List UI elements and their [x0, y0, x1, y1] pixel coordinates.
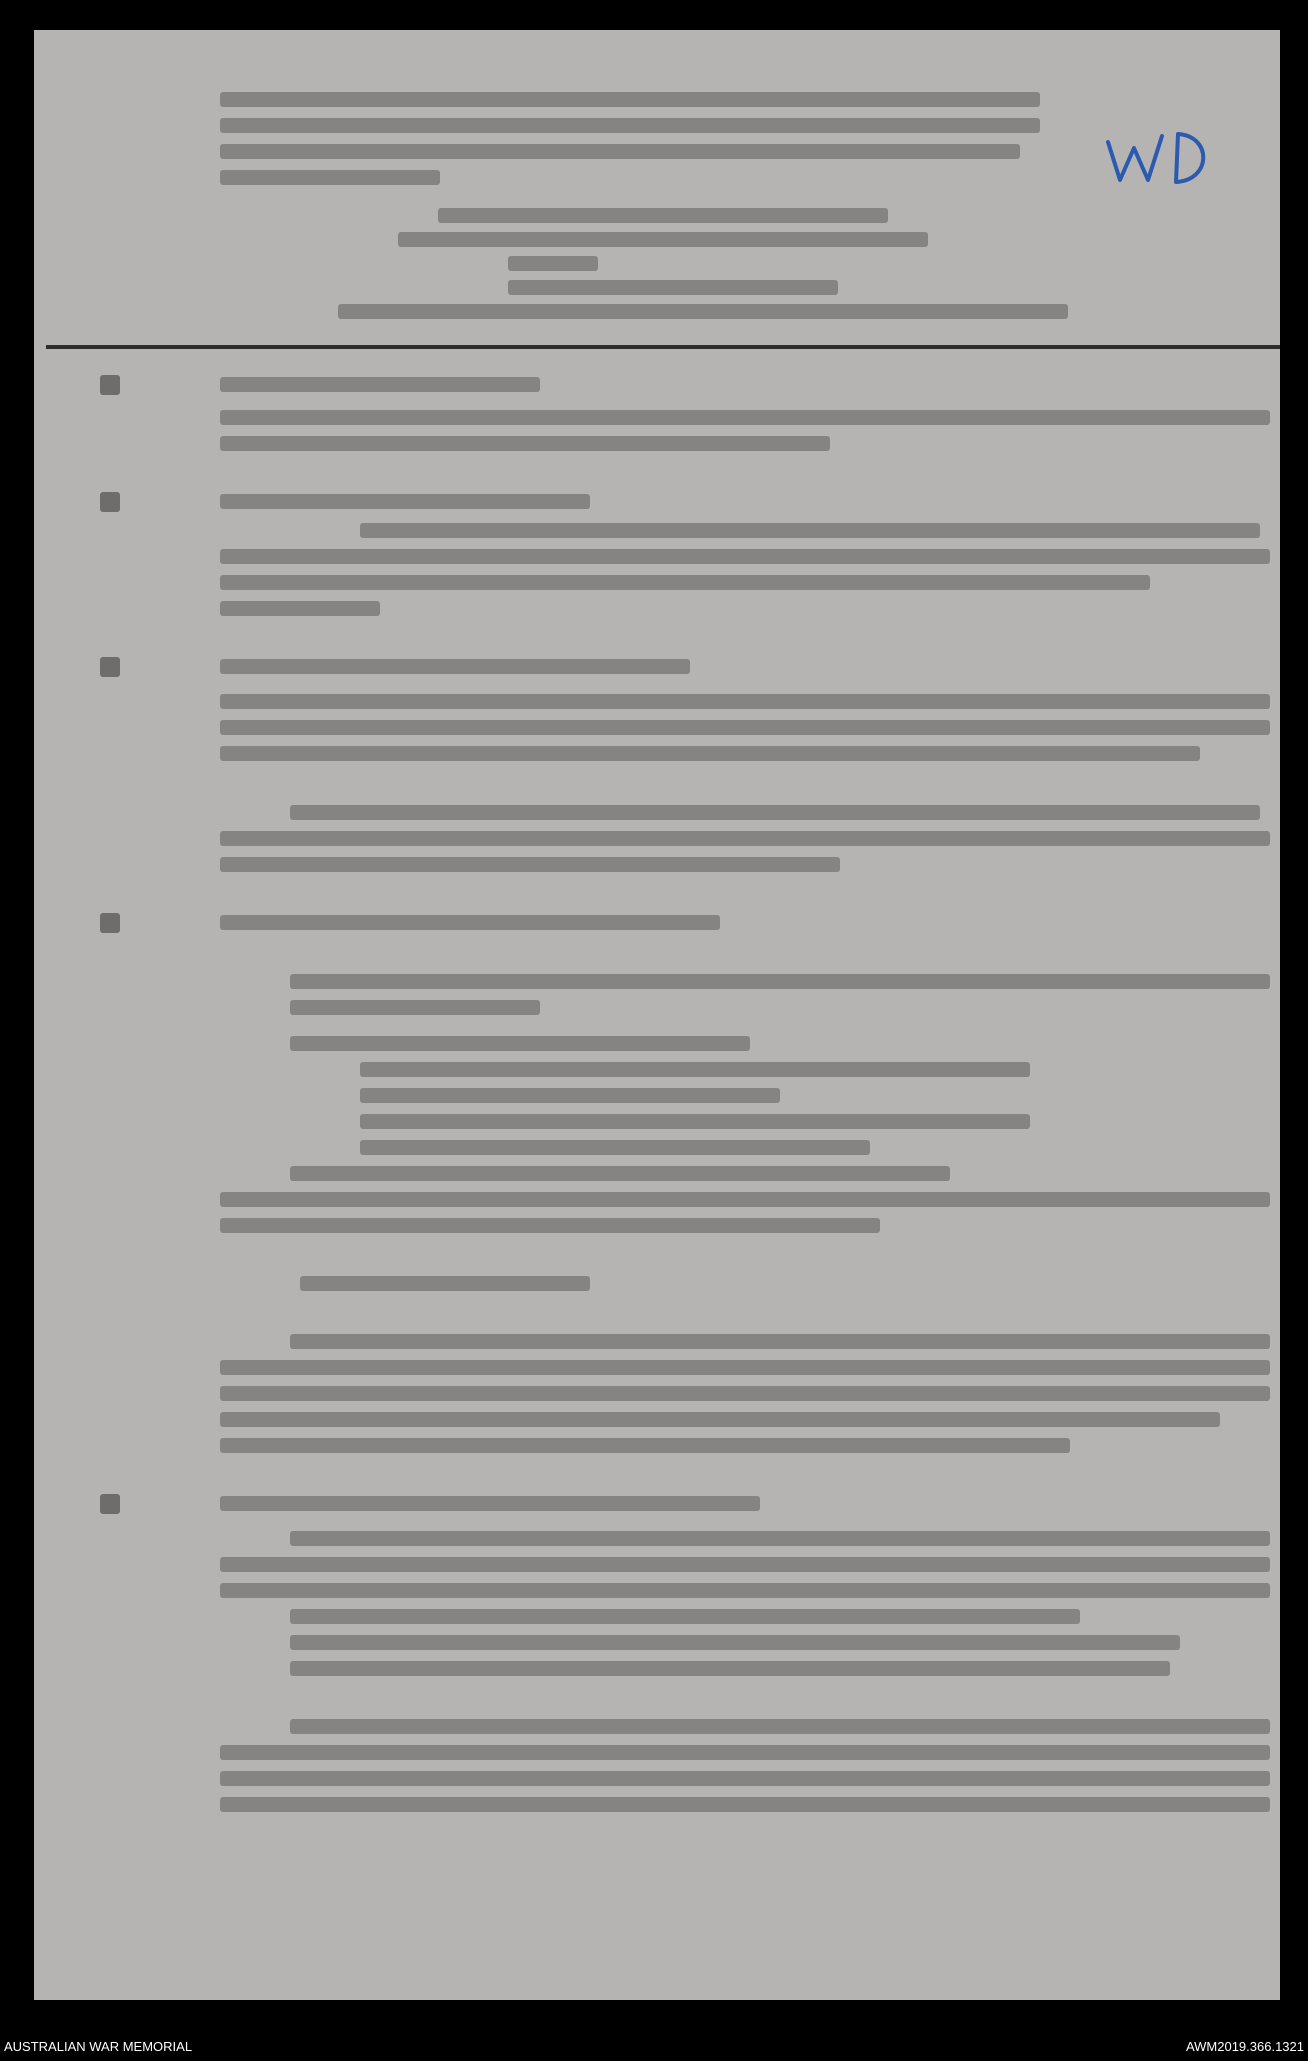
typed-line	[220, 659, 690, 674]
typed-line	[220, 1386, 1270, 1401]
paragraph-number	[100, 375, 120, 395]
typed-line	[220, 170, 440, 185]
typed-line	[360, 523, 1260, 538]
typed-line	[220, 1360, 1270, 1375]
typed-line	[398, 232, 928, 247]
typed-line	[290, 1661, 1170, 1676]
typed-line	[220, 1557, 1270, 1572]
paragraph-number	[100, 1494, 120, 1514]
typed-line	[508, 256, 598, 271]
paragraph-number	[100, 492, 120, 512]
horizontal-rule	[46, 345, 1280, 349]
typed-line	[220, 915, 720, 930]
catalogue-number: AWM2019.366.1321	[1185, 2039, 1304, 2054]
typed-line	[290, 805, 1260, 820]
typed-line	[220, 144, 1020, 159]
typed-line	[360, 1088, 780, 1103]
typed-line	[220, 1496, 760, 1511]
typed-line	[220, 377, 540, 392]
typed-line	[290, 1036, 750, 1051]
typed-line	[220, 1583, 1270, 1598]
typed-line	[290, 1531, 1270, 1546]
typed-line	[220, 436, 830, 451]
typed-line	[220, 1192, 1270, 1207]
typed-line	[290, 1166, 950, 1181]
typed-line	[220, 1218, 880, 1233]
typed-line	[220, 746, 1200, 761]
typed-line	[220, 601, 380, 616]
typed-line	[438, 208, 888, 223]
typed-line	[220, 1797, 1270, 1812]
handwritten-wd-annotation	[1104, 122, 1214, 192]
typed-line	[290, 974, 1270, 989]
typed-line	[220, 1412, 1220, 1427]
typed-line	[508, 280, 838, 295]
typed-line	[290, 1609, 1080, 1624]
typed-line	[220, 494, 590, 509]
archive-credit: AUSTRALIAN WAR MEMORIAL	[4, 2039, 193, 2054]
typed-line	[300, 1276, 590, 1291]
typed-line	[220, 1745, 1270, 1760]
typed-line	[290, 1635, 1180, 1650]
typed-line	[220, 694, 1270, 709]
typed-line	[220, 575, 1150, 590]
paragraph-number	[100, 913, 120, 933]
typed-line	[220, 92, 1040, 107]
typed-line	[338, 304, 1068, 319]
typed-line	[220, 720, 1270, 735]
typed-line	[290, 1334, 1270, 1349]
typed-line	[220, 1438, 1070, 1453]
document-page	[34, 30, 1280, 2000]
typed-line	[220, 1771, 1270, 1786]
typed-line	[360, 1062, 1030, 1077]
paragraph-number	[100, 657, 120, 677]
typed-line	[290, 1000, 540, 1015]
typed-line	[220, 549, 1270, 564]
typed-line	[360, 1140, 870, 1155]
typed-line	[220, 410, 1270, 425]
typed-line	[220, 831, 1270, 846]
typed-line	[220, 118, 1040, 133]
typed-line	[220, 857, 840, 872]
typed-line	[290, 1719, 1270, 1734]
typed-line	[360, 1114, 1030, 1129]
